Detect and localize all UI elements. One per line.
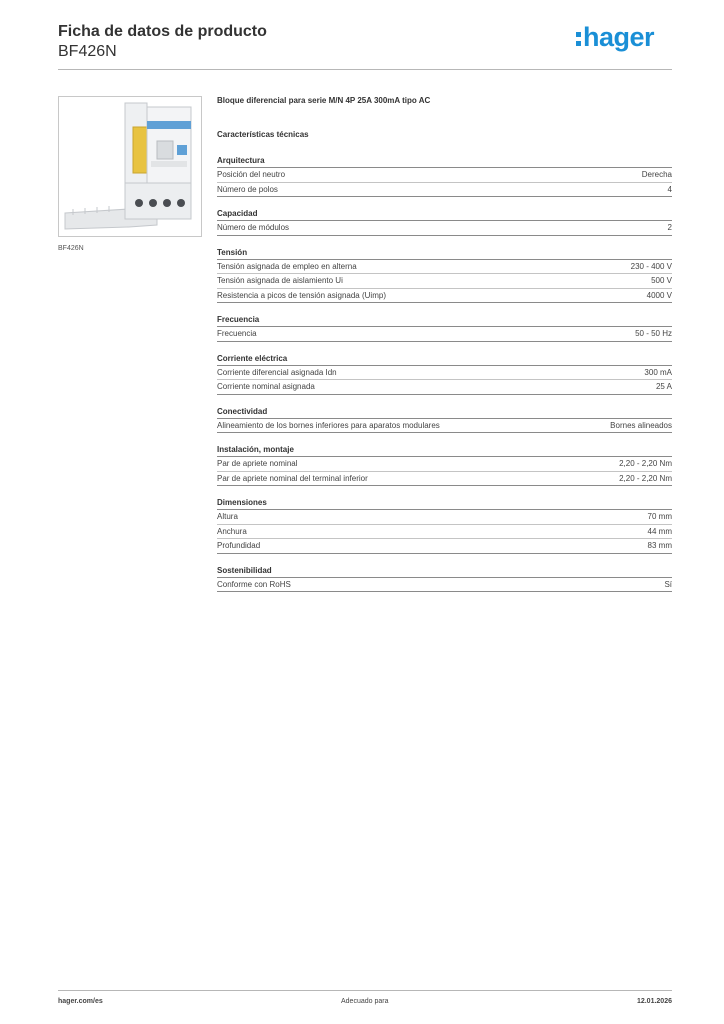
spec-group	[217, 315, 672, 342]
circuit-breaker-block-icon	[59, 97, 201, 236]
spec-label: Número de polos	[217, 184, 278, 194]
spec-row	[217, 221, 672, 236]
spec-group	[217, 445, 672, 486]
page-footer	[58, 998, 672, 1010]
spec-value: 300 mA	[644, 367, 672, 377]
brand-name: hager	[582, 22, 654, 52]
product-image	[58, 96, 202, 237]
spec-value: Bornes alineados	[610, 420, 672, 430]
spec-row	[217, 168, 672, 183]
brand-logo	[576, 22, 654, 52]
spec-row	[217, 260, 672, 275]
spec-group	[217, 209, 672, 236]
specs-heading: Características técnicas	[217, 130, 309, 139]
spec-row	[217, 274, 672, 289]
spec-row	[217, 539, 672, 554]
spec-value: 2	[667, 223, 672, 233]
spec-groups	[217, 156, 672, 592]
spec-label: Anchura	[217, 526, 247, 536]
spec-label: Resistencia a picos de tensión asignada (Uimp)	[217, 290, 386, 300]
spec-row	[217, 380, 672, 395]
product-description: Bloque diferencial para serie M/N 4P 25A 300mA tipo AC	[217, 96, 431, 105]
spec-group-title: Sostenibilidad	[217, 566, 672, 578]
product-code: BF426N	[58, 43, 117, 60]
spec-label: Altura	[217, 512, 238, 522]
page-header	[58, 22, 672, 70]
footer-date: 12.01.2026	[636, 998, 672, 1005]
spec-group-title: Frecuencia	[217, 315, 672, 327]
footer-divider	[58, 990, 672, 991]
spec-value: 230 - 400 V	[630, 261, 672, 271]
spec-label: Corriente nominal asignada	[217, 382, 315, 392]
spec-value: 44 mm	[647, 526, 672, 536]
footer-website: hager.com/es	[58, 998, 103, 1005]
logo-colon-icon	[576, 32, 581, 46]
spec-group-title: Conectividad	[217, 407, 672, 419]
page-title: Ficha de datos de producto	[58, 23, 267, 40]
spec-row	[217, 366, 672, 381]
spec-group	[217, 498, 672, 554]
spec-group-title: Instalación, montaje	[217, 445, 672, 457]
spec-value: 500 V	[651, 276, 672, 286]
spec-label: Par de apriete nominal del terminal inferior	[217, 473, 368, 483]
spec-group-title: Arquitectura	[217, 156, 672, 168]
spec-value: 70 mm	[647, 512, 672, 522]
spec-group	[217, 354, 672, 395]
spec-label: Conforme con RoHS	[217, 579, 291, 589]
header-divider	[58, 69, 672, 70]
spec-row	[217, 327, 672, 342]
spec-label: Corriente diferencial asignada Idn	[217, 367, 337, 377]
spec-row	[217, 472, 672, 487]
spec-row	[217, 183, 672, 198]
spec-group	[217, 407, 672, 434]
spec-row	[217, 525, 672, 540]
spec-label: Número de módulos	[217, 223, 290, 233]
spec-row	[217, 289, 672, 304]
spec-value: 4000 V	[646, 290, 672, 300]
spec-label: Tensión asignada de aislamiento Ui	[217, 276, 343, 286]
footer-note: Adecuado para	[341, 998, 389, 1005]
spec-value: 4	[667, 184, 672, 194]
spec-value: 2,20 - 2,20 Nm	[619, 473, 672, 483]
spec-value: Derecha	[641, 170, 672, 180]
spec-group-title: Corriente eléctrica	[217, 354, 672, 366]
spec-group-title: Tensión	[217, 248, 672, 260]
spec-group	[217, 566, 672, 593]
spec-label: Profundidad	[217, 541, 261, 551]
spec-value: 83 mm	[647, 541, 672, 551]
spec-group-title: Capacidad	[217, 209, 672, 221]
spec-value: 25 A	[655, 382, 672, 392]
spec-row	[217, 578, 672, 593]
product-image-caption: BF426N	[58, 245, 84, 252]
spec-value: 50 - 50 Hz	[635, 329, 672, 339]
spec-group	[217, 156, 672, 197]
spec-label: Par de apriete nominal	[217, 459, 298, 469]
spec-row	[217, 457, 672, 472]
spec-label: Frecuencia	[217, 329, 257, 339]
spec-group	[217, 248, 672, 304]
spec-label: Posición del neutro	[217, 170, 286, 180]
spec-label: Tensión asignada de empleo en alterna	[217, 261, 357, 271]
spec-group-title: Dimensiones	[217, 498, 672, 510]
spec-row	[217, 419, 672, 434]
spec-value: 2,20 - 2,20 Nm	[619, 459, 672, 469]
spec-row	[217, 510, 672, 525]
spec-label: Alineamiento de los bornes inferiores para aparatos modulares	[217, 420, 440, 430]
spec-value: Sí	[664, 579, 672, 589]
spec-content	[217, 96, 672, 592]
